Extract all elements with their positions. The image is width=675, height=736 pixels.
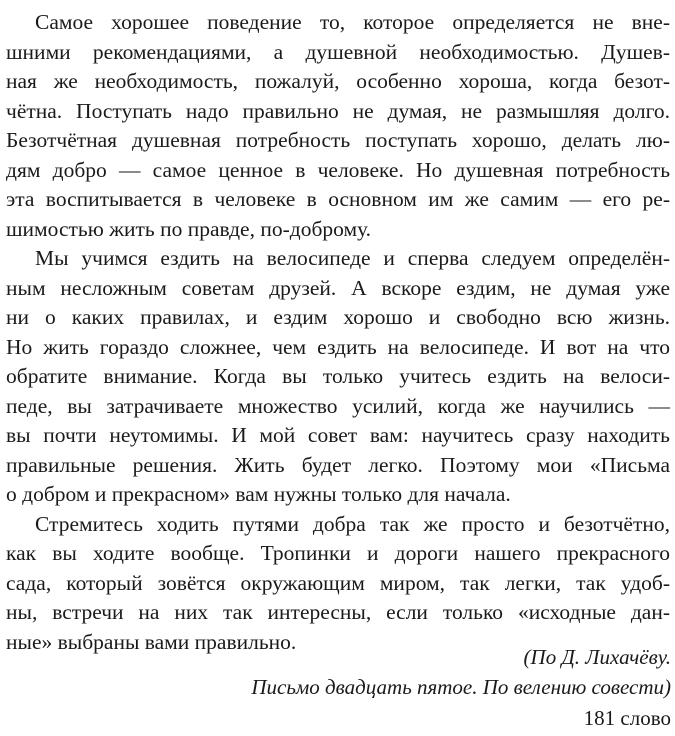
paragraph-2 (6, 244, 670, 510)
paragraph-1-line-5: Безотчётная душевная потребность поступать хорошо, делать лю- (6, 128, 670, 152)
paragraph-1 (6, 8, 670, 244)
paragraph-1-line-4: чётна. Поступать надо правильно не думая, не размышляя долго. (6, 98, 670, 123)
attribution-source: Письмо двадцать пятое. По велению совести) (251, 675, 671, 699)
paragraph-2-line-6: педе, вы затрачиваете множество усилий, когда же научились — (6, 393, 670, 418)
paragraph-2-line-8: правильные решения. Жить будет легко. Поэтому мои «Письма (6, 452, 670, 477)
paragraph-2-line-4: Но жить гораздо сложнее, чем ездить на велосипеде. И вот на что (6, 334, 670, 359)
paragraph-2-line-1: Мы учимся ездить на велосипеде и сперва следуем определён- (35, 246, 670, 270)
paragraph-3-line-3: сада, который зовётся окружающим миром, так легки, так удоб- (6, 570, 670, 595)
paragraph-3 (6, 510, 670, 658)
paragraph-3-line-5: ные» выбраны вами правильно. (6, 629, 297, 654)
paragraph-3-line-2: как вы ходите вообще. Тропинки и дороги нашего прекрасного (6, 541, 670, 565)
attribution-author: (По Д. Лихачёву. (523, 645, 671, 669)
paragraph-2-line-3: ни о каких правилах, и ездим хорошо и свободно всю жизнь. (6, 305, 670, 329)
document-page (6, 8, 670, 657)
paragraph-1-line-8: шимостью жить по правде, по-доброму. (6, 216, 372, 241)
paragraph-3-line-4: ны, встречи на них так интересны, если только «исходные дан- (6, 600, 670, 624)
paragraph-2-line-2: ным несложным советам друзей. А вскоре ездим, не думая уже (6, 275, 670, 300)
paragraph-2-line-5: обратите внимание. Когда вы только учитесь ездить на велоси- (6, 364, 670, 388)
paragraph-1-line-6: дям добро — самое ценное в человеке. Но душевная потребность (6, 157, 670, 182)
paragraph-1-line-2: шними рекомендациями, а душевной необходимостью. Душев- (6, 39, 670, 64)
paragraph-1-line-1: Самое хорошее поведение то, которое определяется не вне- (35, 10, 670, 34)
paragraph-1-line-3: ная же необходимость, пожалуй, особенно хороша, когда безот- (6, 69, 670, 93)
paragraph-2-line-7: вы почти неутомимы. И мой совет вам: научитесь сразу находить (6, 423, 670, 447)
paragraph-2-line-9: о добром и прекрасном» вам нужны только для начала. (6, 482, 511, 506)
paragraph-1-line-7: эта воспитывается в человеке в основном им же самим — его ре- (6, 187, 670, 211)
word-count: 181 слово (583, 706, 671, 730)
paragraph-3-line-1: Стремитесь ходить путями добра так же просто и безотчётно, (35, 511, 670, 536)
